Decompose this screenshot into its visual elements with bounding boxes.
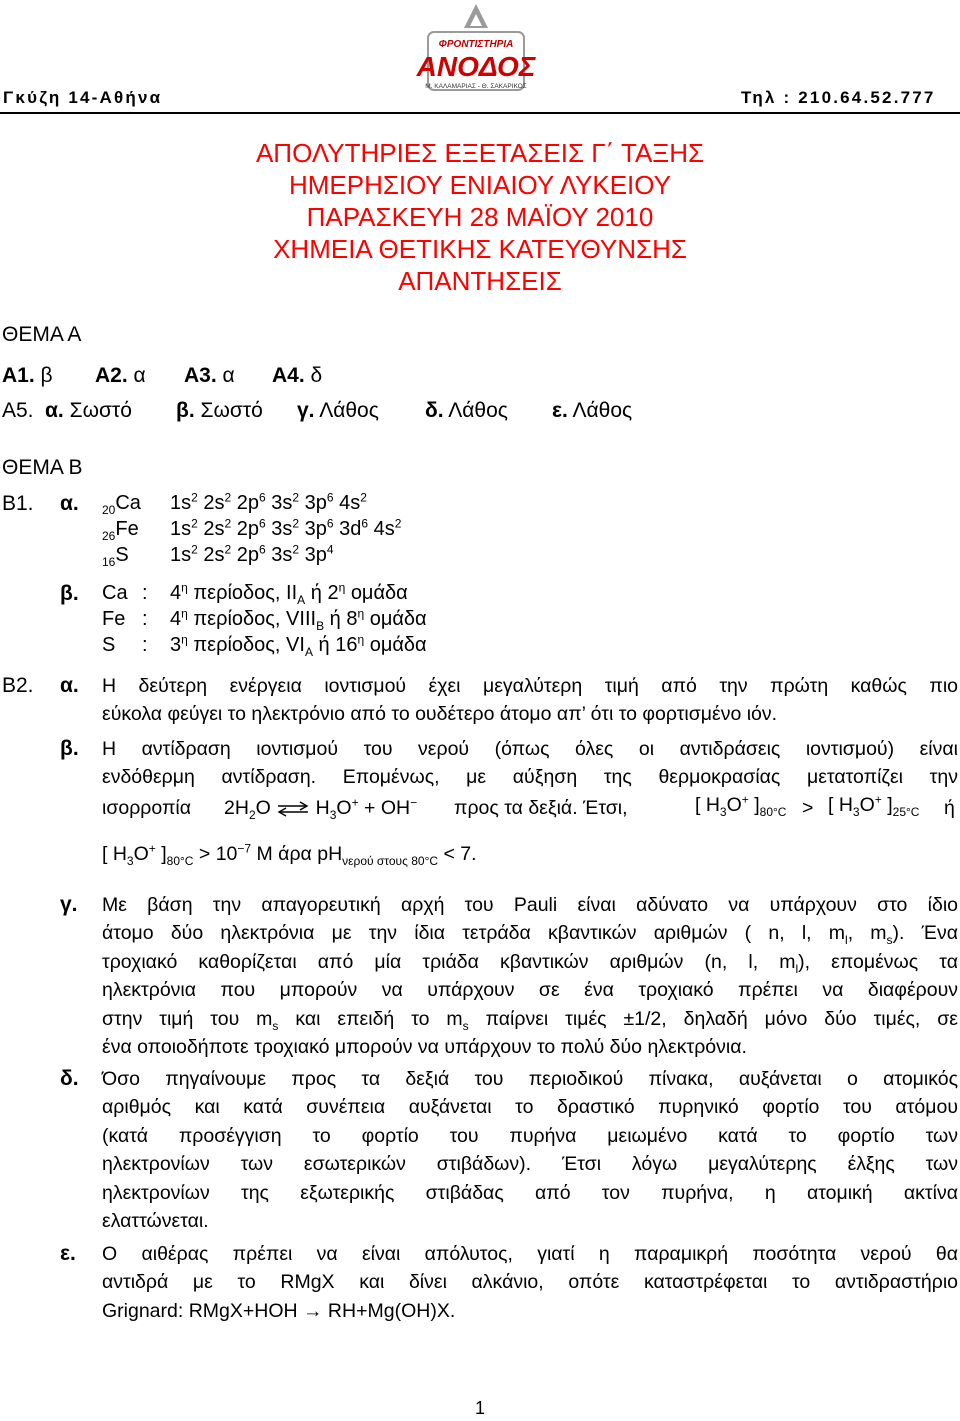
s-group-word: ομάδα [369, 634, 427, 656]
b2g-line-1: Με βάση την απαγορευτική αρχή του Pauli είναι αδύνατο να υπάρχουν στο ίδιο [102, 894, 958, 916]
b2d-line-2: αριθμός και κατά συνέπεια αυξάνεται το δραστικό πυρηνικό φορτίο του ατόμου [102, 1096, 958, 1119]
s-row [102, 634, 115, 657]
exponent: −7 [237, 841, 252, 856]
a5e [552, 399, 632, 423]
b2-alpha-label: α. [60, 674, 79, 697]
b2e-line-2: αντιδρά με το RMgX και δίνει αλκάνιο, οπότε καταστρέφεται το αντιδραστήριο [102, 1271, 958, 1294]
b2g-line-5-mid: και επειδή το m [295, 1007, 463, 1030]
b2a-line-2: εύκολα φεύγει το ηλεκτρόνιο από το ουδέτερο άτομο απ’ ότι το φορτισμένο ιόν. [102, 703, 778, 726]
a5e-label: ε. [552, 399, 568, 422]
b2g-line-2: άτομο δύο ηλεκτρόνια με την ίδια τετράδα κβαντικών αριθμών ( n, l, $m_l$, $m_s$). Ένα [102, 922, 958, 948]
ca-symbol [102, 492, 141, 515]
a5c [297, 399, 379, 423]
fe-group-sub: B [316, 619, 325, 633]
h3o-80-temp: 80°C [759, 804, 787, 819]
ca-group-sub: A [297, 593, 306, 607]
a5b [176, 399, 263, 423]
ca-sym: Ca [115, 492, 141, 514]
ca-period-text [170, 582, 408, 605]
s-period-num: 3 [170, 634, 182, 656]
a5-label: Α5. [2, 399, 34, 422]
b2e-line-1: Ο αιθέρας πρέπει να είναι απόλυτος, γιατί η παραμικρή ποσότητα νερού θα [102, 1243, 958, 1265]
a4-label: Α4. [272, 364, 305, 387]
a5b-label: β. [176, 399, 195, 422]
a5b-value: Σωστό [200, 399, 263, 422]
ca-row [102, 582, 128, 605]
fe-group-main: VIII [286, 608, 317, 630]
b2-label: Β2. [2, 674, 34, 697]
ca-period-num: 4 [170, 582, 182, 604]
fe-row-sym: Fe [102, 608, 126, 630]
b2g-line-5: στην τιμή του $m_s$ και επειδή το $m_s$ παίρνει τιμές ±1/2, δηλαδή μόνο δύο τιμές, σε [102, 1007, 959, 1033]
b1-alpha-label: α. [60, 492, 79, 515]
ca-colon: : [142, 582, 148, 604]
a3 [184, 364, 235, 388]
h3o-80-bracket: [ $H_3O^+$ ]$_{80^\circ C}$ [695, 792, 787, 819]
fe-period-num: 4 [170, 608, 182, 630]
b2g-line-5-text: στην τιμή του m [102, 1007, 273, 1030]
fe-row [102, 608, 125, 631]
a4-value: δ [310, 364, 323, 387]
b2g-line-4: ηλεκτρόνια που μπορούν να υπάρχουν σε ένα τροχιακό πρέπει να διαφέρουν [102, 979, 958, 1002]
fe-group-word: ομάδα [369, 608, 427, 630]
b2d-line-1: Όσο πηγαίνουμε προς τα δεξιά του περιοδικού πίνακα, αυξάνεται ο ατομικός [102, 1068, 958, 1090]
s-group-sub: A [304, 645, 313, 659]
a3-value: α [222, 364, 235, 387]
s-sym: S [115, 544, 129, 566]
fe-sym: Fe [115, 518, 139, 540]
ca-group-num: 2 [327, 582, 339, 604]
a5a-label: α. [45, 399, 64, 422]
b2a-paragraph [102, 672, 958, 729]
a5a [45, 399, 132, 423]
b2g-line-5-tail: παίρνει τιμές ±1/2, δηλαδή μόνο δύο τιμές, σε [485, 1007, 959, 1030]
b1-label: Β1. [2, 492, 34, 515]
s-eta: η [181, 632, 188, 647]
lt-seven: < 7. [443, 843, 477, 865]
fe-atomic-number: 26 [102, 529, 116, 543]
b2g-line-6: ένα οποιοδήποτε τροχιακό μπορούν να υπάρχουν το πολύ δύο ηλεκτρόνια. [102, 1036, 747, 1059]
s-colon: : [142, 634, 148, 656]
s-group-main: VI [286, 634, 305, 656]
b2b-line-1: Η αντίδραση ιοντισμού του νερού (όπως όλες οι αντιδράσεις ιοντισμού) είναι [102, 738, 958, 760]
h3o-result: [ $H_3O^+$ ]$_{80^\circ C} > 10^{-7}$ M άρα $pH_{\nu\varepsilon\rho oύ \sigma\tau o\upsilon\varsigma 80^\circ C} < 7$. [102, 841, 477, 868]
b2b-line-2: ενδόθερμη αντίδραση. Επομένως, με αύξηση της θερμοκρασίας μετατοπίζει την [102, 766, 958, 789]
fe-or: ή [329, 608, 341, 630]
ca-period-word: περίοδος, [193, 582, 281, 604]
s-eta-2: η [357, 632, 365, 647]
s-row-sym: S [102, 634, 116, 656]
logo-graphic [398, 2, 554, 98]
title-line-2: ΗΜΕΡΗΣΙΟΥ ΕΝΙΑΙΟΥ ΛΥΚΕΙΟΥ [288, 170, 672, 200]
b2d-line-6: ελαττώνεται. [102, 1210, 209, 1233]
ca-or: ή [310, 582, 322, 604]
a4 [272, 364, 322, 388]
b2e-line-3: Grignard: RMgX+HOH → RH+Mg(OH)X. [102, 1299, 456, 1322]
s-configuration: $1s^2$ $2s^2$ $2p^6$ $3s^2$ $3p^4$ [170, 542, 334, 566]
a5c-value: Λάθος [319, 399, 379, 422]
eq-or: ή [944, 797, 955, 819]
ca-configuration: $1s^2$ $2s^2$ $2p^6$ $3s^2$ $3p^6$ $4s^2$ [170, 490, 367, 514]
a5c-label: γ. [297, 399, 315, 422]
s-symbol [102, 544, 129, 567]
s-period-text [170, 634, 427, 657]
ca-eta: η [181, 580, 188, 595]
ca-eta-2: η [338, 580, 346, 595]
a5e-value: Λάθος [572, 399, 633, 422]
b2g-line-3-text: τροχιακό καθορίζεται από μία τριάδα κβαντικών αριθμών (n, l, m [102, 950, 796, 973]
fe-period-text [170, 608, 427, 631]
logo-top-text: ΦΡΟΝΤΙΣΤΗΡΙΑ [438, 39, 514, 50]
b2e-paragraph [102, 1240, 958, 1325]
s-group-num: 16 [335, 634, 358, 656]
ca-row-sym: Ca [102, 582, 128, 604]
b2-epsilon-label: ε. [60, 1242, 76, 1265]
thema-a-heading: ΘΕΜΑ Α [2, 323, 82, 346]
b2-delta-label: δ. [60, 1067, 79, 1090]
b1-beta-label: β. [60, 582, 79, 605]
b2d-line-3: (κατά προσέγγιση το φορτίο του πυρήνα μειωμένο κατά το φορτίο των [102, 1124, 958, 1147]
fe-period-word: περίοδος, [193, 608, 281, 630]
a1-label: Α1. [2, 364, 35, 387]
b2-beta-label: β. [60, 737, 79, 760]
equilibrium-arrows-icon [276, 801, 310, 817]
b2d-line-4: ηλεκτρονίων των εσωτερικών στιβάδων). Έτσι λόγω μεγαλύτερης έλξης των [102, 1153, 958, 1176]
fe-symbol [102, 518, 139, 541]
b2g-paragraph [102, 891, 958, 1061]
greater-than: > [802, 797, 814, 819]
title-line-1: ΑΠΟΛΥΤΗΡΙΕΣ ΕΞΕΤΑΣΕΙΣ Γ΄ ΤΑΞΗΣ [255, 138, 705, 168]
a5d-label: δ. [425, 399, 444, 422]
fe-eta-2: η [357, 606, 365, 621]
fe-group-num: 8 [346, 608, 358, 630]
a2-value: α [133, 364, 146, 387]
molar: M [256, 843, 273, 865]
equilibrium-equation: $2H_2O$ $H_3O^+ + OH^-$ [224, 795, 418, 822]
fe-eta: η [181, 606, 188, 621]
a1-value: β [40, 364, 53, 387]
fe-configuration: $1s^2$ $2s^2$ $2p^6$ $3s^2$ $3p^6$ $3d^6$ $4s^2$ [170, 516, 402, 540]
h3o-25-temp: 25°C [892, 804, 920, 819]
anodos-logo [398, 2, 554, 98]
b2-gamma-label: γ. [60, 893, 78, 916]
page-number: 1 [474, 1398, 485, 1418]
b2a-line-1: Η δεύτερη ενέργεια ιοντισμού έχει μεγαλύτερη τιμή από την πρώτη καθώς πιο [102, 675, 958, 697]
a2 [95, 364, 146, 388]
ca-group-word: ομάδα [350, 582, 408, 604]
title-line-3: ΠΑΡΑΣΚΕΥΗ 28 ΜΑΪΟΥ 2010 [306, 202, 654, 232]
a1 [2, 364, 53, 388]
ara-ph: άρα pH [278, 843, 343, 865]
ca-atomic-number: 20 [102, 503, 116, 517]
eq-right-text: προς τα δεξιά. Έτσι, [454, 797, 628, 819]
ph-subscript: νερού στους 80°C [342, 853, 439, 868]
h3o-result-temp: 80°C [166, 853, 194, 868]
b2d-line-5: ηλεκτρονίων της εξωτερικής στιβάδας από τον πυρήνα, η ατομική ακτίνα [102, 1181, 958, 1204]
h3o-25-bracket: [ $H_3O^+$ ]$_{25^\circ C}$ [828, 792, 920, 819]
s-or: ή [318, 634, 330, 656]
logo-main-text: ΑΝΟΔΟΣ [416, 51, 536, 82]
b2g-line-2-text: άτομο δύο ηλεκτρόνια με την ίδια τετράδα κβαντικών αριθμών ( n, l, m [102, 922, 846, 945]
s-atomic-number: 16 [102, 555, 116, 569]
b2g-line-2-tail: ). Ένα [892, 922, 958, 945]
ca-group-main: II [286, 582, 298, 604]
s-period-word: περίοδος, [193, 634, 281, 656]
b2g-line-3: τροχιακό καθορίζεται από μία τριάδα κβαντικών αριθμών (n, l, $m_l$), επομένως τα [102, 950, 958, 976]
b2b-paragraph [102, 735, 958, 792]
eq-word: ισορροπία [102, 797, 192, 819]
title-line-5: ΑΠΑΝΤΗΣΕΙΣ [398, 266, 562, 296]
title-line-4: ΧΗΜΕΙΑ ΘΕΤΙΚΗΣ ΚΑΤΕΥΘΥΝΣΗΣ [273, 234, 687, 264]
ten: 10 [215, 843, 238, 865]
header-divider [0, 112, 960, 114]
b2g-line-3-tail: ), επομένως τα [798, 950, 958, 973]
a3-label: Α3. [184, 364, 217, 387]
fe-colon: : [142, 608, 148, 630]
a5d [425, 399, 508, 423]
a2-label: Α2. [95, 364, 128, 387]
b2d-paragraph [102, 1065, 958, 1235]
a5d-value: Λάθος [448, 399, 508, 422]
logo-sub-text: Μ. ΚΑΛΑΜΑΡΙΑΣ - Θ. ΣΑΚΑΡΙΚΟΣ [425, 83, 527, 90]
thema-b-heading: ΘΕΜΑ Β [2, 456, 83, 479]
header-address: Γκύζη 14-Αθήνα [3, 88, 163, 107]
header-phone: Τηλ : 210.64.52.777 [741, 88, 936, 107]
a5a-value: Σωστό [69, 399, 132, 422]
